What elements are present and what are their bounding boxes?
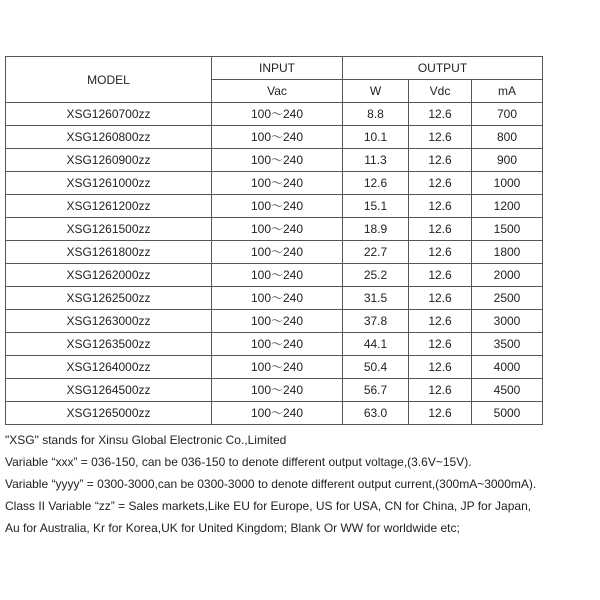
model-cell: XSG1260700zz [6,103,212,126]
output-header: OUTPUT [343,57,543,80]
table-row [6,126,543,149]
watt-cell: 56.7 [343,379,409,402]
vdc-cell: 12.6 [409,264,472,287]
table-row [6,333,543,356]
note-line: Class II Variable “zz” = Sales markets,Like EU for Europe, US for USA, CN for China, JP for Japan, [5,499,532,513]
ma-cell: 3000 [472,310,543,333]
watt-cell: 10.1 [343,126,409,149]
table-row [6,218,543,241]
notes-block [5,429,542,539]
vac-cell: 100～240 [212,241,343,264]
watt-cell: 18.9 [343,218,409,241]
model-cell: XSG1261500zz [6,218,212,241]
spec-sheet [5,56,542,539]
ma-cell: 2500 [472,287,543,310]
vdc-cell: 12.6 [409,333,472,356]
watt-cell: 50.4 [343,356,409,379]
table-row [6,103,543,126]
vdc-cell: 12.6 [409,356,472,379]
model-cell: XSG1262000zz [6,264,212,287]
vdc-cell: 12.6 [409,195,472,218]
vdc-cell: 12.6 [409,218,472,241]
table-row [6,310,543,333]
ma-cell: 3500 [472,333,543,356]
spec-table [5,56,543,425]
vdc-cell: 12.6 [409,241,472,264]
ma-cell: 1800 [472,241,543,264]
vac-cell: 100～240 [212,264,343,287]
watt-cell: 15.1 [343,195,409,218]
vac-cell: 100～240 [212,333,343,356]
ma-cell: 2000 [472,264,543,287]
model-cell: XSG1262500zz [6,287,212,310]
model-cell: XSG1261200zz [6,195,212,218]
table-row [6,195,543,218]
model-cell: XSG1265000zz [6,402,212,425]
ma-cell: 4000 [472,356,543,379]
watt-cell: 44.1 [343,333,409,356]
output-vdc-header: Vdc [409,80,472,103]
vdc-cell: 12.6 [409,287,472,310]
model-cell: XSG1261000zz [6,172,212,195]
input-unit-header: Vac [212,80,343,103]
note-line: Variable “yyyy” = 0300-3000,can be 0300-3000 to denote different output current,(300mA~3000mA). [5,477,537,491]
model-cell: XSG1260800zz [6,126,212,149]
table-row [6,241,543,264]
vac-cell: 100～240 [212,402,343,425]
input-header: INPUT [212,57,343,80]
model-cell: XSG1264000zz [6,356,212,379]
table-row [6,149,543,172]
output-ma-header: mA [472,80,543,103]
vdc-cell: 12.6 [409,402,472,425]
ma-cell: 5000 [472,402,543,425]
table-row [6,356,543,379]
ma-cell: 4500 [472,379,543,402]
watt-cell: 8.8 [343,103,409,126]
watt-cell: 25.2 [343,264,409,287]
watt-cell: 63.0 [343,402,409,425]
output-w-header: W [343,80,409,103]
ma-cell: 1500 [472,218,543,241]
ma-cell: 700 [472,103,543,126]
vdc-cell: 12.6 [409,172,472,195]
vdc-cell: 12.6 [409,379,472,402]
model-cell: XSG1264500zz [6,379,212,402]
note-line: "XSG" stands for Xinsu Global Electronic Co.,Limited [5,433,287,447]
vdc-cell: 12.6 [409,310,472,333]
table-row [6,402,543,425]
vac-cell: 100～240 [212,287,343,310]
table-body [6,103,543,425]
table-row [6,172,543,195]
vdc-cell: 12.6 [409,126,472,149]
model-cell: XSG1260900zz [6,149,212,172]
model-cell: XSG1261800zz [6,241,212,264]
ma-cell: 1000 [472,172,543,195]
vac-cell: 100～240 [212,379,343,402]
vac-cell: 100～240 [212,172,343,195]
table-row [6,264,543,287]
model-header: MODEL [6,57,212,103]
watt-cell: 11.3 [343,149,409,172]
model-cell: XSG1263000zz [6,310,212,333]
watt-cell: 37.8 [343,310,409,333]
note-line: Au for Australia, Kr for Korea,UK for United Kingdom; Blank Or WW for worldwide etc; [5,521,460,535]
watt-cell: 31.5 [343,287,409,310]
watt-cell: 12.6 [343,172,409,195]
vac-cell: 100～240 [212,103,343,126]
vac-cell: 100～240 [212,218,343,241]
table-row [6,287,543,310]
vac-cell: 100～240 [212,356,343,379]
vdc-cell: 12.6 [409,149,472,172]
ma-cell: 900 [472,149,543,172]
ma-cell: 1200 [472,195,543,218]
ma-cell: 800 [472,126,543,149]
vac-cell: 100～240 [212,195,343,218]
vac-cell: 100～240 [212,149,343,172]
model-cell: XSG1263500zz [6,333,212,356]
header-row-1 [6,57,543,80]
vac-cell: 100～240 [212,310,343,333]
table-row [6,379,543,402]
vac-cell: 100～240 [212,126,343,149]
note-line: Variable “xxx” = 036-150, can be 036-150 to denote different output voltage,(3.6V~15V). [5,455,472,469]
watt-cell: 22.7 [343,241,409,264]
vdc-cell: 12.6 [409,103,472,126]
